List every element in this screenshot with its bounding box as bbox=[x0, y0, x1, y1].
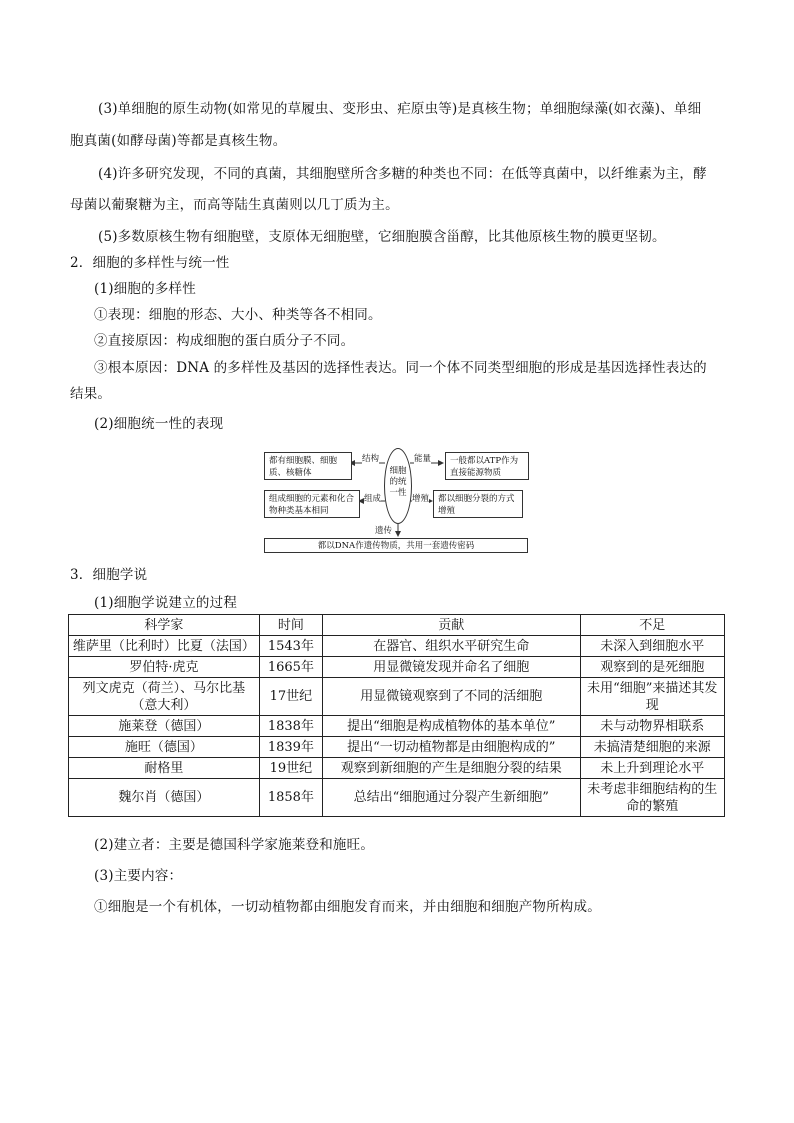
section-3-3-a: ①细胞是一个有机体，一切动植物都由细胞发育而来，并由细胞和细胞产物所构成。 bbox=[94, 899, 601, 915]
cell-contribution: 总结出“细胞通过分裂产生新细胞” bbox=[323, 779, 581, 817]
box-composition: 组成细胞的元素和化合物种类基本相同 bbox=[264, 490, 360, 518]
section-3-heading: 3．细胞学说 bbox=[70, 567, 148, 583]
cell-shortcoming: 未用“细胞”来描述其发现 bbox=[580, 678, 724, 716]
center-line3: 一性 bbox=[389, 488, 407, 498]
cell-scientist: 魏尔肖（德国） bbox=[69, 779, 260, 817]
cell-contribution: 观察到新细胞的产生是细胞分裂的结果 bbox=[323, 758, 581, 779]
header-contribution: 贡献 bbox=[323, 615, 581, 636]
cell-time: 19世纪 bbox=[259, 758, 322, 779]
paragraph-5: (5)多数原核生物有细胞壁，支原体无细胞壁，它细胞膜含甾醇，比其他原核生物的膜更坚韧。 bbox=[98, 229, 666, 245]
center-line2: 的统 bbox=[389, 477, 407, 487]
paragraph-4-line1: (4)许多研究发现，不同的真菌，其细胞壁所含多糖的种类也不同：在低等真菌中，以纤维素为主，酵 bbox=[98, 166, 707, 182]
section-3-1: (1)细胞学说建立的过程 bbox=[94, 595, 238, 611]
cell-time: 17世纪 bbox=[259, 678, 322, 716]
cell-scientist: 耐格里 bbox=[69, 758, 260, 779]
center-ellipse bbox=[384, 448, 412, 524]
cell-contribution: 在器官、组织水平研究生命 bbox=[323, 636, 581, 657]
header-scientist: 科学家 bbox=[69, 615, 260, 636]
box-energy: 一般都以ATP作为直接能源物质 bbox=[445, 452, 529, 480]
cell-shortcoming: 观察到的是死细胞 bbox=[580, 657, 724, 678]
section-2-2: (2)细胞统一性的表现 bbox=[94, 416, 224, 432]
cell-time: 1543年 bbox=[259, 636, 322, 657]
paragraph-3-line1: (3)单细胞的原生动物(如常见的草履虫、变形虫、疟原虫等)是真核生物；单细胞绿藻(如衣藻)、单细 bbox=[98, 101, 702, 117]
section-2-1-a: ①表现：细胞的形态、大小、种类等各不相同。 bbox=[94, 307, 382, 323]
cell-time: 1839年 bbox=[259, 737, 322, 758]
header-shortcoming: 不足 bbox=[580, 615, 724, 636]
box-structure: 都有细胞膜、细胞质、核糖体 bbox=[264, 452, 352, 480]
table-header-row bbox=[69, 615, 725, 636]
paragraph-4-line2: 母菌以葡聚糖为主，而高等陆生真菌则以几丁质为主。 bbox=[70, 197, 399, 213]
label-energy: 能量 bbox=[414, 454, 432, 464]
section-2-1: (1)细胞的多样性 bbox=[94, 281, 196, 297]
cell-theory-history-table bbox=[68, 614, 725, 817]
cell-contribution: 提出“细胞是构成植物体的基本单位” bbox=[323, 716, 581, 737]
section-2-1-c-line2: 结果。 bbox=[70, 386, 112, 402]
cell-unity-diagram bbox=[260, 444, 532, 556]
cell-contribution: 用显微镜观察到了不同的活细胞 bbox=[323, 678, 581, 716]
table-row bbox=[69, 779, 725, 817]
table-row bbox=[69, 716, 725, 737]
cell-scientist: 施旺（德国） bbox=[69, 737, 260, 758]
cell-time: 1838年 bbox=[259, 716, 322, 737]
table-row bbox=[69, 636, 725, 657]
table-row bbox=[69, 657, 725, 678]
label-structure: 结构 bbox=[362, 454, 380, 464]
section-2-1-b: ②直接原因：构成细胞的蛋白质分子不同。 bbox=[94, 333, 355, 349]
cell-scientist: 罗伯特·虎克 bbox=[69, 657, 260, 678]
label-proliferation: 增殖 bbox=[412, 494, 430, 504]
center-line1: 细胞 bbox=[389, 466, 407, 476]
label-heredity: 遗传 bbox=[375, 526, 393, 536]
paragraph-3-line2: 胞真菌(如酵母菌)等都是真核生物。 bbox=[70, 133, 287, 149]
cell-scientist: 维萨里（比利时）比夏（法国） bbox=[69, 636, 260, 657]
cell-scientist: 列文虎克（荷兰）、马尔比基（意大利） bbox=[69, 678, 260, 716]
label-composition: 组成 bbox=[364, 494, 382, 504]
cell-shortcoming: 未考虑非细胞结构的生命的繁殖 bbox=[580, 779, 724, 817]
table-row bbox=[69, 758, 725, 779]
cell-contribution: 用显微镜发现并命名了细胞 bbox=[323, 657, 581, 678]
section-3-3: (3)主要内容： bbox=[94, 868, 183, 884]
section-2-heading: 2．细胞的多样性与统一性 bbox=[70, 255, 230, 271]
cell-time: 1858年 bbox=[259, 779, 322, 817]
box-proliferation: 都以细胞分裂的方式增殖 bbox=[433, 490, 523, 518]
cell-time: 1665年 bbox=[259, 657, 322, 678]
cell-shortcoming: 未与动物界相联系 bbox=[580, 716, 724, 737]
cell-scientist: 施莱登（德国） bbox=[69, 716, 260, 737]
box-heredity: 都以DNA作遗传物质，共用一套遗传密码 bbox=[264, 538, 528, 553]
cell-shortcoming: 未深入到细胞水平 bbox=[580, 636, 724, 657]
cell-contribution: 提出“一切动植物都是由细胞构成的” bbox=[323, 737, 581, 758]
header-time: 时间 bbox=[259, 615, 322, 636]
cell-shortcoming: 未上升到理论水平 bbox=[580, 758, 724, 779]
section-2-1-c-line1: ③根本原因：DNA 的多样性及基因的选择性表达。同一个体不同类型细胞的形成是基因选择性表达的 bbox=[94, 360, 707, 376]
table-row bbox=[69, 678, 725, 716]
section-3-2: (2)建立者：主要是德国科学家施莱登和施旺。 bbox=[94, 837, 375, 853]
cell-shortcoming: 未搞清楚细胞的来源 bbox=[580, 737, 724, 758]
table-row bbox=[69, 737, 725, 758]
